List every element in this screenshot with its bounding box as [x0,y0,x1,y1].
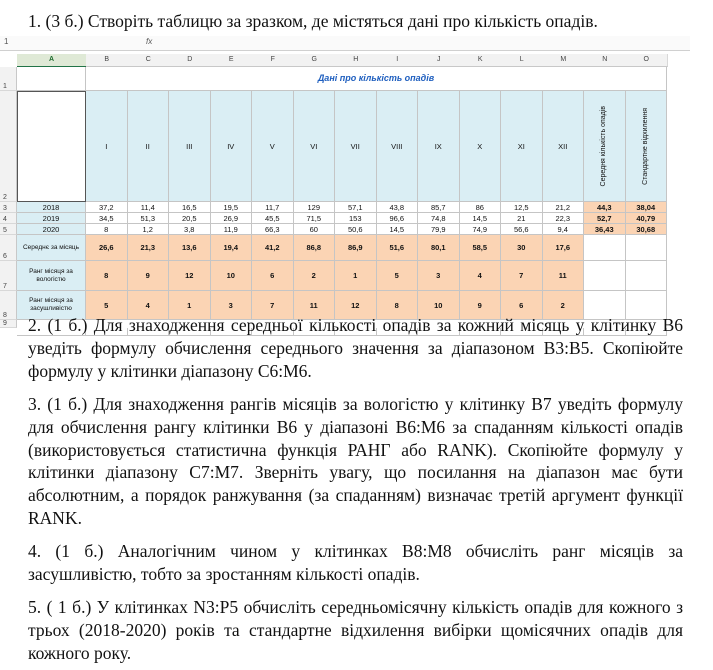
rank-dry-row-cell[interactable]: 7 [252,291,294,320]
data-cell[interactable]: 74,9 [460,224,502,235]
data-cell[interactable]: 56,6 [501,224,543,235]
month-header[interactable]: III [169,91,211,202]
month-header[interactable]: XII [543,91,585,202]
avg-row-label[interactable]: Середнє за місяць [17,235,86,261]
rank-dry-row-cell[interactable]: 8 [377,291,419,320]
column-header-k[interactable]: K [460,54,503,67]
year-std-cell[interactable]: 30,68 [626,224,668,235]
column-header-n[interactable]: N [584,54,627,67]
fx-icon: fx [146,37,153,46]
data-cell[interactable]: 14,5 [377,224,419,235]
row-header-7[interactable]: 7 [0,261,17,291]
task-4-text: 4. (1 б.) Аналогічним чином у клітинках B8:M8 обчисліть ранг місяців за засушливістю, тобто за зростанням кількості опадів. [28,541,683,584]
column-header-l[interactable]: L [501,54,544,67]
year-avg-cell[interactable]: 44,3 [584,202,626,213]
column-header-b[interactable]: B [86,54,129,67]
year-std-cell[interactable]: 38,04 [626,202,668,213]
rank-dry-row-cell[interactable]: 11 [294,291,336,320]
avg-row-cell[interactable]: 86,9 [335,235,377,261]
row-header-8[interactable]: 8 [0,291,17,320]
name-box[interactable]: 1 [4,37,9,46]
avg-row-cell[interactable]: 26,6 [86,235,128,261]
month-header[interactable]: V [252,91,294,202]
rank-dry-row-cell[interactable]: 3 [211,291,253,320]
avg-row-cell[interactable]: 19,4 [211,235,253,261]
rank-dry-row-cell[interactable]: 5 [86,291,128,320]
rank-dry-row-cell[interactable]: 1 [169,291,211,320]
avg-row-cell[interactable]: 21,3 [128,235,170,261]
data-cell[interactable]: 16,5 [169,202,211,213]
month-header[interactable]: X [460,91,502,202]
task-1-text: 1. (3 б.) Створіть таблицю за зразком, де містяться дані про кількість опадів. [28,11,598,31]
spreadsheet-screenshot [0,36,690,327]
column-header-m[interactable]: M [543,54,586,67]
data-cell[interactable]: 96,6 [377,213,419,224]
data-cell[interactable]: 3,8 [169,224,211,235]
month-header[interactable]: VIII [377,91,419,202]
data-cell[interactable]: 71,5 [294,213,336,224]
task-5-text: 5. ( 1 б.) У клітинках N3:P5 обчисліть середньомісячну кількість опадів для кожного з трьох (2018-2020) років та стандартне відхилення вибірки щомісячних опадів для кожного року. [28,597,683,663]
rank-dry-row-cell[interactable]: 4 [128,291,170,320]
data-cell[interactable]: 12,5 [501,202,543,213]
row-header-5[interactable]: 5 [0,224,17,235]
avg-row-cell[interactable]: 17,6 [543,235,585,261]
column-header-d[interactable]: D [169,54,212,67]
data-cell[interactable]: 45,5 [252,213,294,224]
rank-wet-row-label[interactable]: Ранг місяця за вологістю [17,261,86,291]
avg-row-n[interactable] [584,235,626,261]
month-header[interactable]: XI [501,91,543,202]
task-3-text: 3. (1 б.) Для знаходження рангів місяців за вологістю у клітинку B7 уведіть формулу для обчислення рангу клітинки B6 у діапазоні B6:M6 за спаданням кількості опадів (використовується статистична функція РАНГ або RANK). Скопіюйте формулу у клітинки діапазону C7:M7. Зверніть увагу, що посилання на діапазон має бути абсолютним, а порядок ранжування (за спаданням) визначає третій аргумент функції RANK. [28,394,683,528]
data-cell[interactable]: 11,9 [211,224,253,235]
row-header-9[interactable]: 9 [0,320,17,328]
column-header-a[interactable]: A [17,54,87,68]
row-header-6[interactable]: 6 [0,235,17,261]
data-cell[interactable]: 60 [294,224,336,235]
std-header[interactable] [626,91,668,202]
rank-wet-row-cell[interactable]: 7 [501,261,543,291]
rank-dry-row-cell[interactable]: 10 [418,291,460,320]
data-cell[interactable]: 8 [86,224,128,235]
data-cell[interactable]: 20,5 [169,213,211,224]
month-header[interactable]: I [86,91,128,202]
row-header-2[interactable]: 2 [0,91,17,202]
rank-wet-row-cell[interactable]: 9 [128,261,170,291]
avg-row-cell[interactable]: 13,6 [169,235,211,261]
year-label[interactable]: 2018 [17,202,86,213]
data-cell[interactable]: 21,2 [543,202,585,213]
rank-dry-row-cell[interactable]: 2 [543,291,585,320]
data-cell[interactable]: 11,4 [128,202,170,213]
task-2-text: 2. (1 б.) Для знаходження середньої кількості опадів за кожний місяць у клітинку B6 уведіть формулу обчислення середнього значення за діапазоном B3:B5. Скопіюйте формулу у клітинки діапазону C6:M6. [28,315,683,381]
rank-wet-row-o[interactable] [626,261,668,291]
rank-wet-row-cell[interactable]: 12 [169,261,211,291]
rank-dry-row-cell[interactable]: 6 [501,291,543,320]
std-header-text: Стандартне відхилення [641,107,649,185]
month-header[interactable]: II [128,91,170,202]
avg-row-cell[interactable]: 51,6 [377,235,419,261]
data-cell[interactable]: 26,9 [211,213,253,224]
data-cell[interactable]: 57,1 [335,202,377,213]
row-header-3[interactable]: 3 [0,202,17,213]
month-header[interactable]: IX [418,91,460,202]
avg-row-cell[interactable]: 30 [501,235,543,261]
data-cell[interactable]: 19,5 [211,202,253,213]
column-header-e[interactable]: E [211,54,254,67]
month-header[interactable]: VI [294,91,336,202]
rank-dry-row-cell[interactable]: 12 [335,291,377,320]
year-label[interactable]: 2019 [17,213,86,224]
row-header-1[interactable]: 1 [0,67,17,91]
data-cell[interactable]: 21 [501,213,543,224]
rank-wet-row-cell[interactable]: 6 [252,261,294,291]
avg-header[interactable] [584,91,626,202]
rank-wet-row-cell[interactable]: 1 [335,261,377,291]
data-cell[interactable]: 51,3 [128,213,170,224]
data-cell[interactable]: 14,5 [460,213,502,224]
avg-row-o[interactable] [626,235,668,261]
column-header-o[interactable]: O [626,54,669,67]
formula-bar [0,36,690,51]
avg-row-cell[interactable]: 41,2 [252,235,294,261]
avg-row-cell[interactable]: 58,5 [460,235,502,261]
year-std-cell[interactable]: 40,79 [626,213,668,224]
year-avg-cell[interactable]: 52,7 [584,213,626,224]
row-header-4[interactable]: 4 [0,213,17,224]
data-cell[interactable]: 50,6 [335,224,377,235]
data-cell[interactable]: 79,9 [418,224,460,235]
data-cell[interactable]: 9,4 [543,224,585,235]
rank-wet-row-cell[interactable]: 8 [86,261,128,291]
year-avg-cell[interactable]: 36,43 [584,224,626,235]
data-cell[interactable]: 86 [460,202,502,213]
rank-wet-row-cell[interactable]: 10 [211,261,253,291]
data-cell[interactable]: 74,8 [418,213,460,224]
data-cell[interactable]: 66,3 [252,224,294,235]
rank-dry-row-cell[interactable]: 9 [460,291,502,320]
month-header[interactable]: IV [211,91,253,202]
column-header-g[interactable]: G [294,54,337,67]
rank-dry-row-label[interactable]: Ранг місяця за засушливістю [17,291,86,320]
table-title[interactable]: Дані про кількість опадів [86,67,667,91]
column-header-i[interactable]: I [377,54,420,67]
data-cell[interactable]: 85,7 [418,202,460,213]
month-header[interactable]: VII [335,91,377,202]
rank-wet-row-cell[interactable]: 4 [460,261,502,291]
column-header-j[interactable]: J [418,54,461,67]
data-cell[interactable]: 22,3 [543,213,585,224]
column-header-f[interactable]: F [252,54,295,67]
rank-wet-row-n[interactable] [584,261,626,291]
avg-row-cell[interactable]: 80,1 [418,235,460,261]
cell-a1[interactable] [17,67,86,91]
avg-row-cell[interactable]: 86,8 [294,235,336,261]
data-cell[interactable]: 43,8 [377,202,419,213]
data-cell[interactable]: 37,2 [86,202,128,213]
data-cell[interactable]: 11,7 [252,202,294,213]
data-cell[interactable]: 34,5 [86,213,128,224]
rank-wet-row-cell[interactable]: 2 [294,261,336,291]
rank-wet-row-cell[interactable]: 5 [377,261,419,291]
avg-header-text: Середня кількість опадів [600,105,608,187]
data-cell[interactable]: 153 [335,213,377,224]
column-header-c[interactable]: C [128,54,171,67]
rank-wet-row-cell[interactable]: 3 [418,261,460,291]
rank-wet-row-cell[interactable]: 11 [543,261,585,291]
column-header-h[interactable]: H [335,54,378,67]
data-cell[interactable]: 129 [294,202,336,213]
year-label[interactable]: 2020 [17,224,86,235]
data-cell[interactable]: 1,2 [128,224,170,235]
cell-a2[interactable] [17,91,86,202]
